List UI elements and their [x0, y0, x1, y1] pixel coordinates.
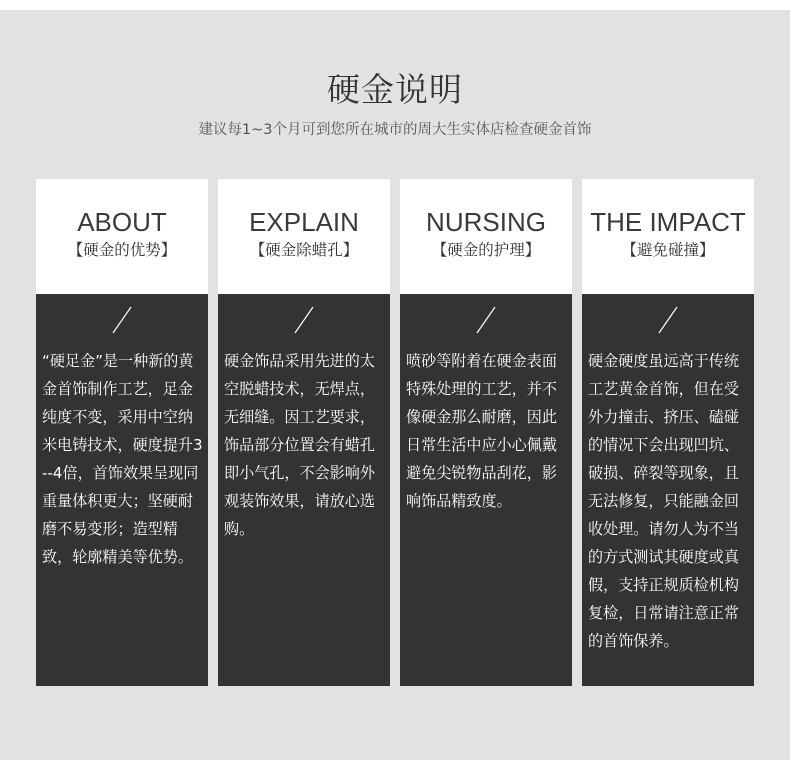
slash-icon: [112, 306, 132, 334]
card-header: [36, 179, 208, 294]
card-nursing: [400, 179, 572, 686]
card-title-en: THE IMPACT: [590, 207, 746, 237]
card-body: [582, 294, 754, 686]
card-body: [400, 294, 572, 686]
card-header: [400, 179, 572, 294]
slash-icon: [476, 306, 496, 334]
slash-icon: [294, 306, 314, 334]
page-title: 硬金说明: [327, 70, 463, 109]
card-about: [36, 179, 208, 686]
card-title-cn: 【硬金的优势】: [67, 241, 177, 259]
card-body: [36, 294, 208, 686]
card-body: [218, 294, 390, 686]
card-header: [582, 179, 754, 294]
card-title-en: NURSING: [426, 207, 546, 237]
card-explain: [218, 179, 390, 686]
card-title-cn: 【避免碰撞】: [621, 241, 715, 259]
card-text: 硬金饰品采用先进的太空脱蜡技术，无焊点，无细缝。因工艺要求，饰品部分位置会有蜡孔即小气孔，不会影响外观装饰效果，请放心选购。: [224, 352, 375, 538]
card-title-cn: 【硬金除蜡孔】: [249, 241, 359, 259]
page-subtitle: 建议每1~3个月可到您所在城市的周大生实体店检查硬金首饰: [198, 122, 592, 138]
card-text: 喷砂等附着在硬金表面特殊处理的工艺，并不像硬金那么耐磨，因此日常生活中应小心佩戴避免尖锐物品刮花，影响饰品精致度。: [406, 352, 557, 510]
card-title-en: EXPLAIN: [249, 207, 359, 237]
card-title-cn: 【硬金的护理】: [431, 241, 541, 259]
card-text: “硬足金”是一种新的黄金首饰制作工艺，足金纯度不变，采用中空纳米电铸技术，硬度提升3--4倍，首饰效果呈现同重量体积更大；坚硬耐磨不易变形；造型精致，轮廓精美等优势。: [42, 352, 203, 566]
card-header: [218, 179, 390, 294]
card-impact: [582, 179, 754, 686]
card-title-en: ABOUT: [77, 207, 167, 237]
slash-icon: [658, 306, 678, 334]
card-text: 硬金硬度虽远高于传统工艺黄金首饰，但在受外力撞击、挤压、磕碰的情况下会出现凹坑、破损、碎裂等现象，且无法修复，只能融金回收处理。请勿人为不当的方式测试其硬度或真假，支持正规质检机构复检，日常请注意正常的首饰保养。: [588, 352, 739, 650]
